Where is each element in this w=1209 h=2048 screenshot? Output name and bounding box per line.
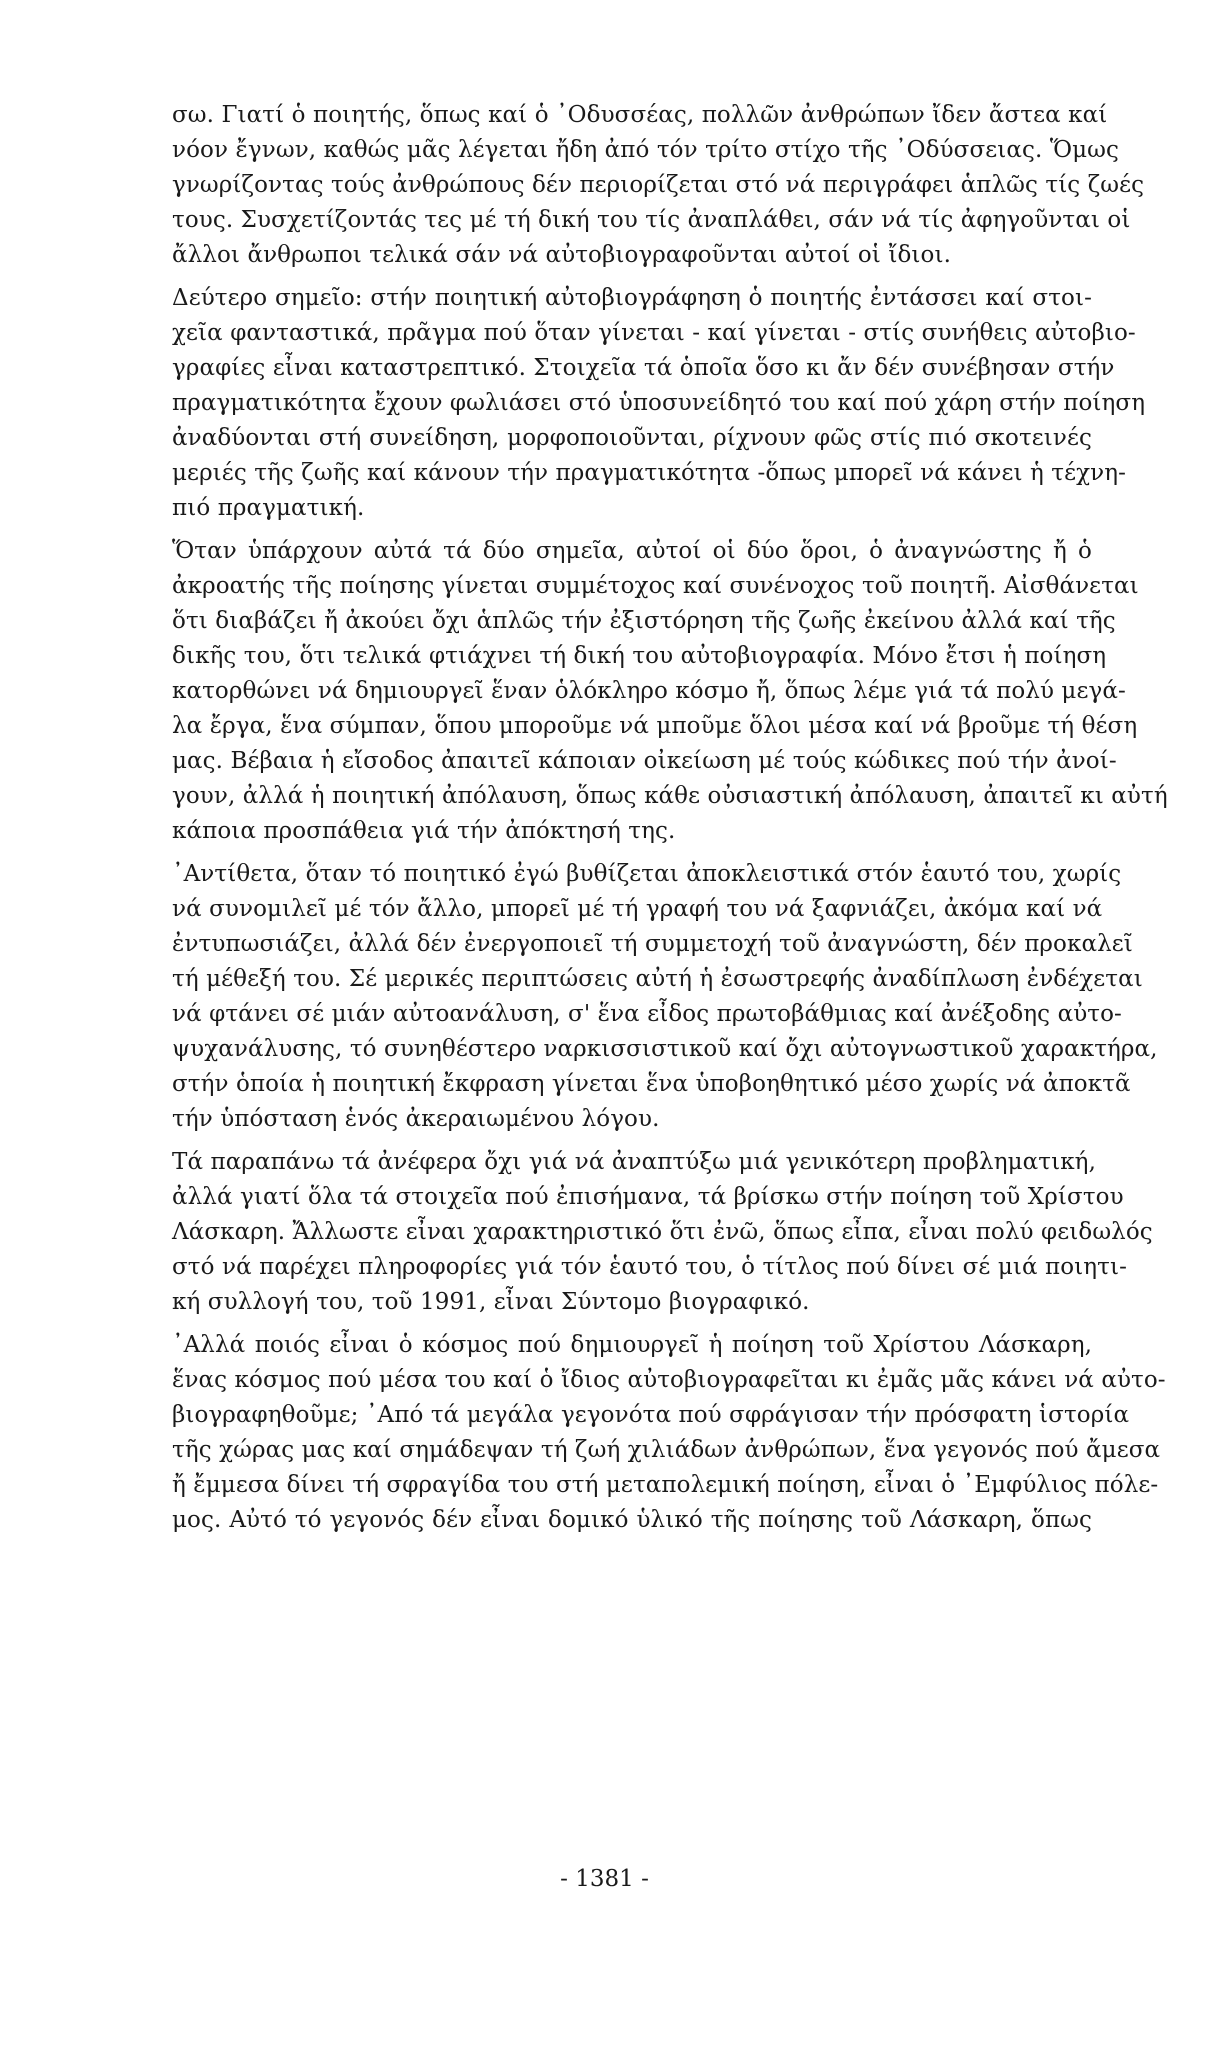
text-line: νά συνομιλεῖ μέ τόν ἄλλο, μπορεῖ μέ τή γραφή του νά ξαφνιάζει, ἀκόμα καί νά	[172, 896, 1103, 922]
text-line: κή συλλογή του, τοῦ 1991, εἶναι Σύντομο βιογραφικό.	[172, 1289, 810, 1315]
text-line: νόον ἔγνων, καθώς μᾶς λέγεται ἤδη ἀπό τόν τρίτο στίχο τῆς ᾿Οδύσσειας. Ὅμως	[172, 137, 1119, 163]
paragraph-4	[172, 857, 1158, 1137]
text-line: ἄλλοι ἄνθρωποι τελικά σάν νά αὐτοβιογραφοῦνται αὐτοί οἱ ἴδιοι.	[172, 242, 951, 268]
body-text	[172, 98, 1168, 1538]
text-line: λα ἔργα, ἕνα σύμπαν, ὅπου μποροῦμε νά μποῦμε ὅλοι μέσα καί νά βροῦμε τή θέση	[172, 713, 1138, 739]
text-line: ᾿Αλλά ποιός εἶναι ὁ κόσμος πού δημιουργεῖ ἡ ποίηση τοῦ Χρίστου Λάσκαρη,	[172, 1332, 1092, 1358]
text-line: Δεύτερο σημεῖο: στήν ποιητική αὐτοβιογράφηση ὁ ποιητής ἐντάσσει καί στοι-	[172, 285, 1092, 311]
text-line: δικῆς του, ὅτι τελικά φτιάχνει τή δική του αὐτοβιογραφία. Μόνο ἔτσι ἡ ποίηση	[172, 643, 1107, 669]
text-line: στό νά παρέχει πληροφορίες γιά τόν ἑαυτό του, ὁ τίτλος πού δίνει σέ μιά ποιητι-	[172, 1254, 1127, 1280]
text-line: γραφίες εἶναι καταστρεπτικό. Στοιχεῖα τά ὁποῖα ὅσο κι ἄν δέν συνέβησαν στήν	[172, 355, 1115, 381]
text-line: νά φτάνει σέ μιάν αὐτοανάλυση, σ' ἕνα εἶδος πρωτοβάθμιας καί ἀνέξοδης αὐτο-	[172, 1001, 1122, 1027]
text-line: ψυχανάλυσης, τό συνηθέστερο ναρκισσιστικοῦ καί ὄχι αὐτογνωστικοῦ χαρακτήρα,	[172, 1036, 1158, 1062]
text-line: Ὅταν ὑπάρχουν αὐτά τά δύο σημεῖα, αὐτοί οἱ δύο ὅροι, ὁ ἀναγνώστης ἤ ὁ	[172, 538, 1092, 564]
text-line: ἀκροατής τῆς ποίησης γίνεται συμμέτοχος καί συνένοχος τοῦ ποιητῆ. Αἰσθάνεται	[172, 573, 1139, 599]
text-line: πιό πραγματική.	[172, 495, 365, 521]
text-line: τῆς χώρας μας καί σημάδεψαν τή ζωή χιλιάδων ἀνθρώπων, ἕνα γεγονός πού ἄμεσα	[172, 1437, 1161, 1463]
text-line: γουν, ἀλλά ἡ ποιητική ἀπόλαυση, ὅπως κάθε οὐσιαστική ἀπόλαυση, ἀπαιτεῖ κι αὐτή	[172, 783, 1168, 809]
text-line: τή μέθεξή του. Σέ μερικές περιπτώσεις αὐτή ἡ ἐσωστρεφής ἀναδίπλωση ἐνδέχεται	[172, 966, 1143, 992]
text-line: χεῖα φανταστικά, πρᾶγμα πού ὅταν γίνεται - καί γίνεται - στίς συνήθεις αὐτοβιο-	[172, 320, 1136, 346]
text-line: ἤ ἔμμεσα δίνει τή σφραγίδα του στή μεταπολεμική ποίηση, εἶναι ὁ ᾿Εμφύλιος πόλε-	[172, 1472, 1159, 1498]
text-line: μας. Βέβαια ἡ εἴσοδος ἀπαιτεῖ κάποιαν οἰκείωση μέ τούς κώδικες πού τήν ἀνοί-	[172, 748, 1117, 774]
text-line: Τά παραπάνω τά ἀνέφερα ὄχι γιά νά ἀναπτύξω μιά γενικότερη προβληματική,	[172, 1149, 1096, 1175]
text-line: μεριές τῆς ζωῆς καί κάνουν τήν πραγματικότητα -ὅπως μπορεῖ νά κάνει ἡ τέχνη-	[172, 460, 1126, 486]
text-line: κάποια προσπάθεια γιά τήν ἀπόκτησή της.	[172, 818, 676, 844]
paragraph-2	[172, 281, 1146, 526]
text-line: τήν ὑπόσταση ἑνός ἀκεραιωμένου λόγου.	[172, 1106, 660, 1132]
paragraph-1	[172, 98, 1145, 273]
text-line: πραγματικότητα ἔχουν φωλιάσει στό ὑποσυνείδητό του καί πού χάρη στήν ποίηση	[172, 390, 1146, 416]
text-line: ᾿Αντίθετα, ὅταν τό ποιητικό ἐγώ βυθίζεται ἀποκλειστικά στόν ἑαυτό του, χωρίς	[172, 861, 1122, 887]
text-line: ἀλλά γιατί ὅλα τά στοιχεῖα πού ἐπισήμανα, τά βρίσκω στήν ποίηση τοῦ Χρίστου	[172, 1184, 1124, 1210]
text-line: μος. Αὐτό τό γεγονός δέν εἶναι δομικό ὑλικό τῆς ποίησης τοῦ Λάσκαρη, ὅπως	[172, 1507, 1092, 1533]
text-line: βιογραφηθοῦμε; ᾿Από τά μεγάλα γεγονότα πού σφράγισαν τήν πρόσφατη ἱστορία	[172, 1402, 1130, 1428]
paragraph-6	[172, 1328, 1166, 1538]
paragraph-5	[172, 1145, 1153, 1320]
paragraph-3	[172, 534, 1168, 849]
text-line: ἀναδύονται στή συνείδηση, μορφοποιοῦνται, ρίχνουν φῶς στίς πιό σκοτεινές	[172, 425, 1092, 451]
text-line: τους. Συσχετίζοντάς τες μέ τή δική του τίς ἀναπλάθει, σάν νά τίς ἀφηγοῦνται οἱ	[172, 207, 1131, 233]
text-line: γνωρίζοντας τούς ἀνθρώπους δέν περιορίζεται στό νά περιγράφει ἁπλῶς τίς ζωές	[172, 172, 1145, 198]
text-line: ὅτι διαβάζει ἤ ἀκούει ὄχι ἁπλῶς τήν ἐξιστόρηση τῆς ζωῆς ἐκείνου ἀλλά καί τῆς	[172, 608, 1116, 634]
text-line: ἕνας κόσμος πού μέσα του καί ὁ ἴδιος αὐτοβιογραφεῖται κι ἐμᾶς μᾶς κάνει νά αὐτο-	[172, 1367, 1166, 1393]
text-line: Λάσκαρη. Ἄλλωστε εἶναι χαρακτηριστικό ὅτι ἐνῶ, ὅπως εἶπα, εἶναι πολύ φειδωλός	[172, 1219, 1153, 1245]
text-line: στήν ὁποία ἡ ποιητική ἔκφραση γίνεται ἕνα ὑποβοηθητικό μέσο χωρίς νά ἀποκτᾶ	[172, 1071, 1131, 1097]
text-line: σω. Γιατί ὁ ποιητής, ὅπως καί ὁ ᾿Οδυσσέας, πολλῶν ἀνθρώπων ἴδεν ἄστεα καί	[172, 102, 1108, 128]
text-line: κατορθώνει νά δημιουργεῖ ἕναν ὁλόκληρο κόσμο ἤ, ὅπως λέμε γιά τά πολύ μεγά-	[172, 678, 1126, 704]
page-number: - 1381 -	[560, 1866, 649, 1892]
text-line: ἐντυπωσιάζει, ἀλλά δέν ἐνεργοποιεῖ τή συμμετοχή τοῦ ἀναγνώστη, δέν προκαλεῖ	[172, 931, 1133, 957]
